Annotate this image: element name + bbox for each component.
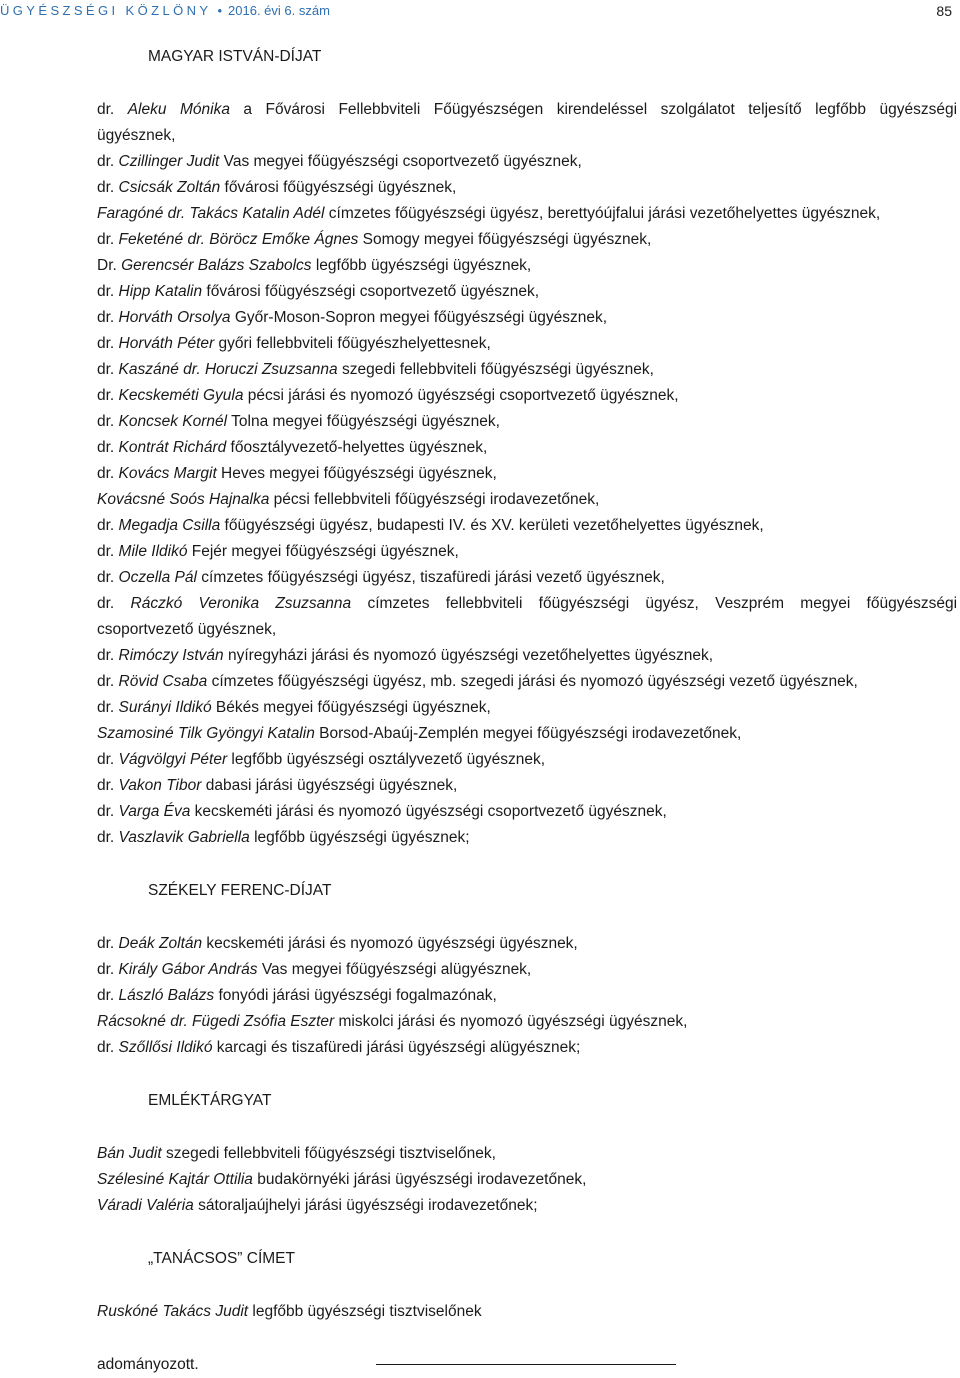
award-entry: [97, 539, 957, 565]
name-prefix: dr.: [97, 595, 131, 612]
award-entry: [97, 201, 957, 227]
issue-label: 2016. évi 6. szám: [228, 3, 330, 18]
entry-continuation: ügyésznek,: [97, 127, 176, 144]
award-entry: [97, 409, 957, 435]
recipient-position: kecskeméti járási és nyomozó ügyészségi ügyésznek,: [202, 935, 578, 952]
name-prefix: dr.: [97, 361, 119, 378]
recipient-name: Mile Ildikó: [118, 543, 188, 560]
recipient-position: Győr-Moson-Sopron megyei főügyészségi ügyésznek,: [230, 309, 608, 326]
award-entry: [97, 357, 957, 383]
award-entry: [97, 1167, 957, 1193]
section-spacer: [97, 1061, 957, 1088]
journal-name: ÜGYÉSZSÉGI KÖZLÖNY: [0, 3, 212, 18]
recipient-name: Faragóné dr. Takács Katalin Adél: [97, 205, 325, 222]
name-prefix: Dr.: [97, 257, 122, 274]
award-entry: [97, 383, 957, 409]
name-prefix: dr.: [97, 309, 119, 326]
recipient-name: Rácsokné dr. Fügedi Zsófia Eszter: [97, 1013, 335, 1030]
section-spacer: [97, 1272, 957, 1299]
recipient-position: Fejér megyei főügyészségi ügyésznek,: [187, 543, 459, 560]
recipient-name: Feketéné dr. Böröcz Emőke Ágnes: [118, 231, 359, 248]
award-entry: [97, 1035, 957, 1061]
recipient-name: Koncsek Kornél: [118, 413, 228, 430]
recipient-name: Bán Judit: [97, 1145, 162, 1162]
entry-line: [97, 591, 957, 617]
name-prefix: dr.: [97, 179, 119, 196]
award-entry: [97, 175, 957, 201]
recipient-name: Horváth Orsolya: [118, 309, 231, 326]
recipient-position: karcagi és tiszafüredi járási ügyészségi alügyésznek;: [212, 1039, 581, 1056]
recipient-position: Heves megyei főügyészségi ügyésznek,: [216, 465, 497, 482]
recipient-name: Ráczkó Veronika Zsuzsanna: [130, 595, 352, 612]
recipient-position: Borsod-Abaúj-Zemplén megyei főügyészségi irodavezetőnek,: [314, 725, 742, 742]
recipient-position: legfőbb ügyészségi ügyésznek,: [311, 257, 532, 274]
name-prefix: dr.: [97, 465, 119, 482]
recipient-name: Kontrát Richárd: [118, 439, 227, 456]
recipient-position: legfőbb ügyészségi tisztviselőnek: [248, 1303, 482, 1320]
award-entry: [97, 227, 957, 253]
award-entry: [97, 1009, 957, 1035]
document-body: [97, 44, 957, 1378]
recipient-name: Oczella Pál: [118, 569, 197, 586]
award-entry: [97, 825, 957, 851]
name-prefix: dr.: [97, 935, 119, 952]
recipient-position: nyíregyházi járási és nyomozó ügyészségi vezetőhelyettes ügyésznek,: [223, 647, 714, 664]
name-prefix: dr.: [97, 387, 119, 404]
entry-continuation: csoportvezető ügyésznek,: [97, 621, 277, 638]
recipient-position: legfőbb ügyészségi osztályvezető ügyésznek,: [227, 751, 546, 768]
recipient-name: Kovács Margit: [118, 465, 217, 482]
name-prefix: dr.: [97, 543, 119, 560]
section-title: MAGYAR ISTVÁN-DÍJAT: [148, 48, 322, 65]
name-prefix: dr.: [97, 803, 119, 820]
recipient-position: sátoraljaújhelyi járási ügyészségi irodavezetőnek;: [193, 1197, 538, 1214]
recipient-name: Hipp Katalin: [118, 283, 203, 300]
closing-text: adományozott.: [97, 1356, 199, 1373]
award-entry: [97, 957, 957, 983]
name-prefix: dr.: [97, 987, 119, 1004]
award-entry: [97, 435, 957, 461]
name-prefix: dr.: [97, 1039, 119, 1056]
recipient-position: legfőbb ügyészségi ügyésznek;: [249, 829, 470, 846]
name-prefix: dr.: [97, 283, 119, 300]
recipient-position: fővárosi főügyészségi csoportvezető ügyésznek,: [202, 283, 540, 300]
award-entry: [97, 487, 957, 513]
recipient-name: Megadja Csilla: [118, 517, 221, 534]
recipient-name: Ruskóné Takács Judit: [97, 1303, 249, 1320]
award-entry: [97, 305, 957, 331]
recipient-name: Szélesiné Kajtár Ottilia: [97, 1171, 253, 1188]
name-prefix: dr.: [97, 153, 119, 170]
award-entry: [97, 695, 957, 721]
recipient-position: címzetes főügyészségi ügyész, mb. szegedi járási és nyomozó ügyészségi vezető ügyésznek,: [207, 673, 858, 690]
name-prefix: dr.: [97, 961, 119, 978]
recipient-name: Kovácsné Soós Hajnalka: [97, 491, 270, 508]
award-entry: [97, 1299, 957, 1325]
recipient-position: fonyódi járási ügyészségi fogalmazónak,: [214, 987, 497, 1004]
award-entry: [97, 1141, 957, 1167]
recipient-position: szegedi fellebbviteli főügyészségi ügyésznek,: [337, 361, 654, 378]
recipient-position: Vas megyei főügyészségi alügyésznek,: [257, 961, 532, 978]
award-entry: [97, 931, 957, 957]
award-entry: [97, 513, 957, 539]
recipient-name: Vágvölgyi Péter: [118, 751, 228, 768]
award-entry: [97, 331, 957, 357]
award-entry: [97, 97, 957, 149]
footer-rule: [376, 1364, 676, 1365]
recipient-name: Csicsák Zoltán: [118, 179, 221, 196]
name-prefix: dr.: [97, 101, 128, 118]
award-entry: [97, 643, 957, 669]
recipient-name: Czillinger Judit: [118, 153, 220, 170]
recipient-name: Vakon Tibor: [118, 777, 202, 794]
recipient-position: pécsi járási és nyomozó ügyészségi csoportvezető ügyésznek,: [243, 387, 679, 404]
name-prefix: dr.: [97, 673, 119, 690]
section-title: SZÉKELY FERENC-DÍJAT: [148, 882, 332, 899]
journal-header: [0, 3, 330, 18]
name-prefix: dr.: [97, 699, 119, 716]
recipient-position: Békés megyei főügyészségi ügyésznek,: [211, 699, 491, 716]
recipient-name: Váradi Valéria: [97, 1197, 194, 1214]
recipient-position: Vas megyei főügyészségi csoportvezető ügyésznek,: [219, 153, 582, 170]
award-entry: [97, 591, 957, 643]
entry-line: [97, 97, 957, 123]
name-prefix: dr.: [97, 439, 119, 456]
recipient-position: pécsi fellebbviteli főügyészségi irodavezetőnek,: [269, 491, 600, 508]
recipient-name: Deák Zoltán: [118, 935, 203, 952]
section-spacer: [97, 904, 957, 931]
award-entry: [97, 1193, 957, 1219]
recipient-position: főosztályvezető-helyettes ügyésznek,: [226, 439, 488, 456]
recipient-name: Kaszáné dr. Horuczi Zsuzsanna: [118, 361, 338, 378]
award-entry: [97, 669, 957, 695]
recipient-name: Kecskeméti Gyula: [118, 387, 244, 404]
award-entry: [97, 721, 957, 747]
name-prefix: dr.: [97, 829, 119, 846]
award-entry: [97, 565, 957, 591]
recipient-name: Gerencsér Balázs Szabolcs: [121, 257, 312, 274]
award-entry: [97, 461, 957, 487]
name-prefix: dr.: [97, 751, 119, 768]
recipient-position: a Fővárosi Fellebbviteli Főügyészségen kirendeléssel szolgálatot teljesítő legfőbb ügyészségi: [229, 101, 957, 118]
recipient-position: Tolna megyei főügyészségi ügyésznek,: [227, 413, 500, 430]
section-spacer: [97, 1219, 957, 1246]
recipient-position: győri fellebbviteli főügyészhelyettesnek,: [214, 335, 491, 352]
header-separator: •: [217, 3, 223, 18]
page-header: [0, 0, 960, 22]
section-spacer: [97, 851, 957, 878]
recipient-position: címzetes fellebbviteli főügyészségi ügyész, Veszprém megyei főügyészségi: [351, 595, 957, 612]
recipient-position: miskolci járási és nyomozó ügyészségi ügyésznek,: [334, 1013, 688, 1030]
recipient-name: Rimóczy István: [118, 647, 224, 664]
name-prefix: dr.: [97, 335, 119, 352]
recipient-name: Aleku Mónika: [127, 101, 230, 118]
recipient-position: főügyészségi ügyész, budapesti IV. és XV. kerületi vezetőhelyettes ügyésznek,: [220, 517, 764, 534]
award-entry: [97, 253, 957, 279]
section-title: „TANÁCSOS” CÍMET: [148, 1250, 295, 1267]
recipient-position: címzetes főügyészségi ügyész, berettyóújfalui járási vezetőhelyettes ügyésznek,: [324, 205, 881, 222]
recipient-position: fővárosi főügyészségi ügyésznek,: [220, 179, 457, 196]
recipient-position: budakörnyéki járási ügyészségi irodavezetőnek,: [252, 1171, 587, 1188]
recipient-position: Somogy megyei főügyészségi ügyésznek,: [358, 231, 652, 248]
recipient-position: kecskeméti járási és nyomozó ügyészségi csoportvezető ügyésznek,: [190, 803, 667, 820]
section-title: EMLÉKTÁRGYAT: [148, 1092, 272, 1109]
award-entry: [97, 747, 957, 773]
recipient-name: Rövid Csaba: [118, 673, 208, 690]
award-entry: [97, 279, 957, 305]
award-entry: [97, 149, 957, 175]
name-prefix: dr.: [97, 231, 119, 248]
recipient-position: címzetes főügyészségi ügyész, tiszafüredi járási vezető ügyésznek,: [196, 569, 665, 586]
name-prefix: dr.: [97, 413, 119, 430]
page-number: 85: [936, 3, 952, 19]
name-prefix: dr.: [97, 647, 119, 664]
recipient-name: Surányi Ildikó: [118, 699, 212, 716]
section-spacer: [97, 1114, 957, 1141]
award-entry: [97, 799, 957, 825]
recipient-position: dabasi járási ügyészségi ügyésznek,: [201, 777, 458, 794]
award-entry: [97, 773, 957, 799]
name-prefix: dr.: [97, 569, 119, 586]
recipient-name: Szőllősi Ildikó: [118, 1039, 213, 1056]
recipient-name: Varga Éva: [118, 803, 191, 820]
recipient-name: Horváth Péter: [118, 335, 215, 352]
name-prefix: dr.: [97, 517, 119, 534]
name-prefix: dr.: [97, 777, 119, 794]
recipient-name: Szamosiné Tilk Gyöngyi Katalin: [97, 725, 315, 742]
section-spacer: [97, 70, 957, 97]
recipient-position: szegedi fellebbviteli főügyészségi tisztviselőnek,: [161, 1145, 496, 1162]
recipient-name: Király Gábor András: [118, 961, 258, 978]
award-entry: [97, 983, 957, 1009]
recipient-name: László Balázs: [118, 987, 215, 1004]
recipient-name: Vaszlavik Gabriella: [118, 829, 250, 846]
